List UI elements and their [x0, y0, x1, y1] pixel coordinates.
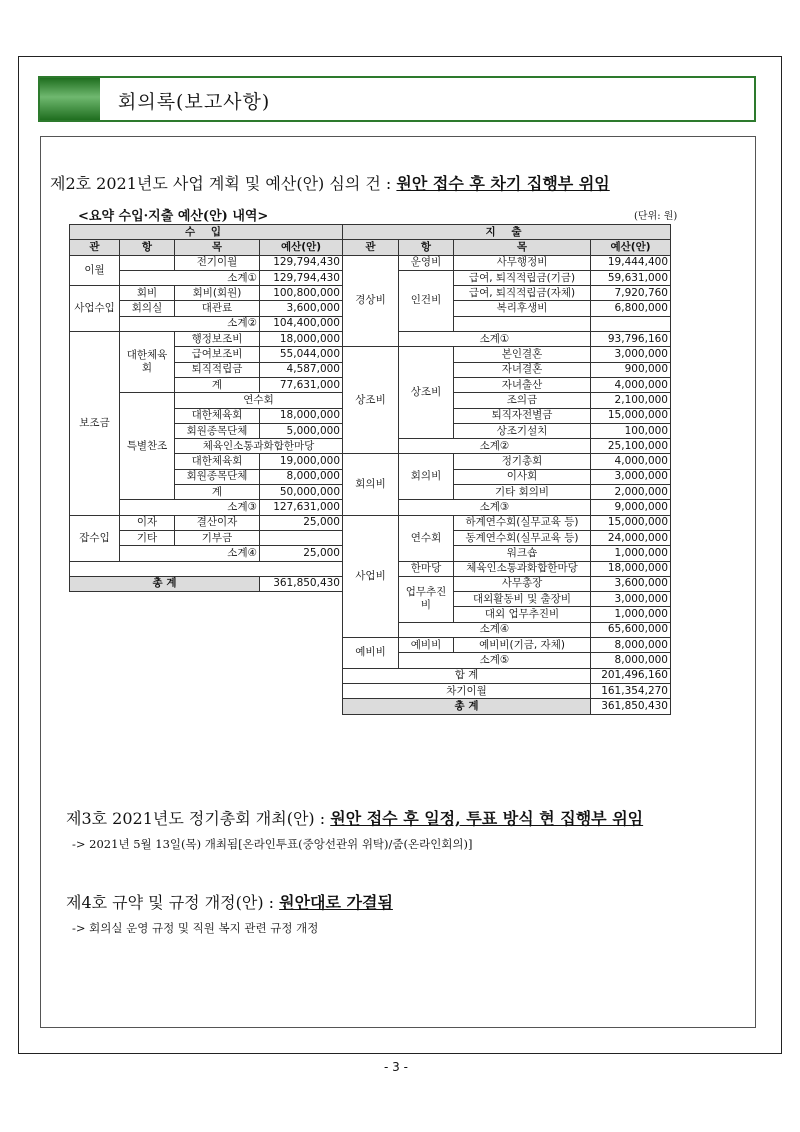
- income-cell: [260, 530, 343, 545]
- expense-cell: 합 계: [343, 668, 591, 683]
- agenda-3-text: 제3호 2021년도 정기총회 개최(안) :: [66, 809, 326, 828]
- income-cell: 8,000,000: [260, 469, 343, 484]
- expense-cell: 하계연수회(실무교육 등): [454, 515, 591, 530]
- expense-cell: 상조비: [343, 347, 399, 454]
- expense-cell: 조의금: [454, 393, 591, 408]
- expense-cell: 정기총회: [454, 454, 591, 469]
- expense-cell: 사무총장: [454, 576, 591, 591]
- expense-cell: 1,000,000: [591, 607, 671, 622]
- income-cell: 회원종목단체: [175, 423, 260, 438]
- agenda-item-2: [50, 171, 610, 194]
- expense-cell: 동계연수회(실무교육 등): [454, 530, 591, 545]
- income-cell: 회비: [120, 286, 175, 301]
- expense-cell: 한마당: [399, 561, 454, 576]
- expense-cell: 9,000,000: [591, 500, 671, 515]
- income-cell: 소계①: [120, 270, 260, 285]
- income-cell: 18,000,000: [260, 332, 343, 347]
- budget-caption: <요약 수입·지출 예산(안) 내역>: [78, 209, 269, 224]
- expense-cell: 소계④: [399, 622, 591, 637]
- income-cell: 회의실: [120, 301, 175, 316]
- expense-cell: 워크숍: [454, 546, 591, 561]
- income-cell: 계: [175, 485, 260, 500]
- expense-cell: 1,000,000: [591, 546, 671, 561]
- expense-cell: 6,800,000: [591, 301, 671, 316]
- expense-header-cell: 예산(안): [591, 240, 671, 255]
- expense-cell: 100,000: [591, 423, 671, 438]
- income-cell: 특별찬조: [120, 393, 175, 500]
- income-header-cell: 예산(안): [260, 240, 343, 255]
- income-cell: 이월: [70, 255, 120, 286]
- income-cell: 25,000: [260, 515, 343, 530]
- expense-cell: 예비비(기금, 자체): [454, 638, 591, 653]
- expense-row: [343, 668, 671, 683]
- expense-header-cell: 관: [343, 240, 399, 255]
- income-cell: 5,000,000: [260, 423, 343, 438]
- expense-cell: 소계⑤: [399, 653, 591, 668]
- agenda-2-result: 원안 접수 후 차기 집행부 위임: [396, 174, 610, 193]
- income-header-cell: 관: [70, 240, 120, 255]
- page-number: - 3 -: [384, 1060, 408, 1074]
- income-cell: 129,794,430: [260, 270, 343, 285]
- income-cell: 19,000,000: [260, 454, 343, 469]
- expense-cell: 소계①: [399, 332, 591, 347]
- expense-cell: 900,000: [591, 362, 671, 377]
- expense-row: [343, 638, 671, 653]
- income-cell: [120, 255, 175, 270]
- section-title: 회의록(보고사항): [118, 91, 271, 113]
- income-cell: 퇴직적립금: [175, 362, 260, 377]
- expense-header-cell: 항: [399, 240, 454, 255]
- income-cell: 100,800,000: [260, 286, 343, 301]
- income-header-cell: 항: [120, 240, 175, 255]
- expense-cell: 24,000,000: [591, 530, 671, 545]
- income-cell: 총 계: [70, 576, 260, 591]
- header-green-block: [40, 78, 100, 120]
- expense-cell: 체육인소통과화합한마당: [454, 561, 591, 576]
- income-cell: 104,400,000: [260, 316, 343, 331]
- expense-cell: 경상비: [343, 255, 399, 347]
- expense-cell: 상조비: [399, 347, 454, 439]
- expense-cell: 65,600,000: [591, 622, 671, 637]
- income-cell: 계: [175, 377, 260, 392]
- income-cell: 127,631,000: [260, 500, 343, 515]
- expense-cell: 3,600,000: [591, 576, 671, 591]
- income-table: [69, 224, 343, 592]
- expense-cell: 3,000,000: [591, 347, 671, 362]
- agenda-item-4: [66, 890, 393, 913]
- income-cell: 대한체육회: [120, 332, 175, 393]
- expense-cell: 소계③: [399, 500, 591, 515]
- income-cell: 대한체육회: [175, 408, 260, 423]
- expense-cell: 운영비: [399, 255, 454, 270]
- income-row: [70, 576, 343, 591]
- expense-cell: 총 계: [343, 699, 591, 714]
- income-title: 수 입: [70, 225, 343, 240]
- income-cell: 대한체육회: [175, 454, 260, 469]
- expense-cell: 201,496,160: [591, 668, 671, 683]
- expense-cell: 급여, 퇴직적립금(자체): [454, 286, 591, 301]
- expense-cell: 본인결혼: [454, 347, 591, 362]
- expense-cell: 8,000,000: [591, 638, 671, 653]
- income-cell: 급여보조비: [175, 347, 260, 362]
- income-cell: 행정보조비: [175, 332, 260, 347]
- expense-row: [343, 683, 671, 698]
- income-cell: 대관료: [175, 301, 260, 316]
- agenda-3-result: 원안 접수 후 일정, 투표 방식 현 집행부 위임: [330, 809, 644, 828]
- expense-cell: 자녀결혼: [454, 362, 591, 377]
- expense-cell: 자녀출산: [454, 377, 591, 392]
- expense-cell: 2,000,000: [591, 485, 671, 500]
- expense-cell: 361,850,430: [591, 699, 671, 714]
- income-cell: 25,000: [260, 546, 343, 561]
- income-row: [70, 286, 343, 301]
- income-cell: 소계②: [120, 316, 260, 331]
- expense-cell: 93,796,160: [591, 332, 671, 347]
- expense-cell: 회의비: [399, 454, 454, 500]
- income-cell: 3,600,000: [260, 301, 343, 316]
- expense-cell: 급여, 퇴직적립금(기금): [454, 270, 591, 285]
- expense-cell: 이사회: [454, 469, 591, 484]
- expense-row: [343, 454, 671, 469]
- expense-cell: 8,000,000: [591, 653, 671, 668]
- income-cell: 결산이자: [175, 515, 260, 530]
- expense-cell: 59,631,000: [591, 270, 671, 285]
- expense-cell: 회의비: [343, 454, 399, 515]
- income-cell: 77,631,000: [260, 377, 343, 392]
- agenda-4-text: 제4호 규약 및 규정 개정(안) :: [66, 893, 275, 912]
- income-header-cell: 목: [175, 240, 260, 255]
- expense-row: [343, 347, 671, 362]
- income-cell: 회비(회원): [175, 286, 260, 301]
- expense-row: [343, 255, 671, 270]
- expense-cell: 7,920,760: [591, 286, 671, 301]
- income-row: [70, 255, 343, 270]
- agenda-2-text: 제2호 2021년도 사업 계획 및 예산(안) 심의 건 :: [50, 174, 392, 193]
- income-cell: 기타: [120, 530, 175, 545]
- income-cell: 연수회: [175, 393, 343, 408]
- income-cell: 55,044,000: [260, 347, 343, 362]
- expense-cell: 사업비: [343, 515, 399, 637]
- agenda-3-note: -> 2021년 5월 13일(목) 개최됨[온라인투표(중앙선관위 위탁)/줌(온라인회의)]: [72, 837, 473, 851]
- expense-cell: 복리후생비: [454, 301, 591, 316]
- agenda-item-3: [66, 806, 643, 829]
- expense-cell: 15,000,000: [591, 515, 671, 530]
- expense-cell: 19,444,400: [591, 255, 671, 270]
- income-cell: 소계③: [120, 500, 260, 515]
- income-cell: 회원종목단체: [175, 469, 260, 484]
- expense-cell: [454, 316, 591, 331]
- income-row: [70, 332, 343, 347]
- expense-cell: 3,000,000: [591, 469, 671, 484]
- income-cell: 50,000,000: [260, 485, 343, 500]
- income-cell: 전기이월: [175, 255, 260, 270]
- section-header: [38, 76, 756, 122]
- expense-cell: 업무추진비: [399, 576, 454, 622]
- expense-header-cell: 목: [454, 240, 591, 255]
- expense-cell: 상조기설치: [454, 423, 591, 438]
- expense-table: [342, 224, 671, 715]
- income-cell: 사업수입: [70, 286, 120, 332]
- agenda-4-note: -> 회의실 운영 규정 및 직원 복지 관련 규정 개정: [72, 921, 319, 935]
- income-cell: 체육인소통과화합한마당: [175, 439, 343, 454]
- income-cell: 이자: [120, 515, 175, 530]
- income-row: [70, 515, 343, 530]
- expense-cell: 사무행정비: [454, 255, 591, 270]
- income-cell: 보조금: [70, 332, 120, 516]
- expense-cell: 연수회: [399, 515, 454, 561]
- expense-cell: 4,000,000: [591, 377, 671, 392]
- income-cell: [70, 561, 343, 576]
- expense-cell: 15,000,000: [591, 408, 671, 423]
- expense-row: [343, 515, 671, 530]
- income-cell: 소계④: [120, 546, 260, 561]
- expense-row: [343, 699, 671, 714]
- income-cell: 361,850,430: [260, 576, 343, 591]
- expense-cell: 기타 회의비: [454, 485, 591, 500]
- income-cell: 4,587,000: [260, 362, 343, 377]
- expense-cell: 대외활동비 및 출장비: [454, 592, 591, 607]
- expense-cell: 퇴직자전별금: [454, 408, 591, 423]
- agenda-4-result: 원안대로 가결됨: [279, 893, 393, 912]
- expense-cell: 예비비: [399, 638, 454, 653]
- budget-unit: (단위: 원): [634, 211, 678, 222]
- expense-cell: 소계②: [399, 439, 591, 454]
- expense-cell: 161,354,270: [591, 683, 671, 698]
- expense-cell: 3,000,000: [591, 592, 671, 607]
- income-cell: 기부금: [175, 530, 260, 545]
- income-cell: 잡수입: [70, 515, 120, 561]
- expense-cell: [591, 316, 671, 331]
- expense-cell: 4,000,000: [591, 454, 671, 469]
- expense-cell: 25,100,000: [591, 439, 671, 454]
- expense-cell: 18,000,000: [591, 561, 671, 576]
- income-cell: 129,794,430: [260, 255, 343, 270]
- income-cell: 18,000,000: [260, 408, 343, 423]
- expense-cell: 인건비: [399, 270, 454, 331]
- expense-cell: 대외 업무추진비: [454, 607, 591, 622]
- expense-title: 지 출: [343, 225, 671, 240]
- expense-cell: 차기이월: [343, 683, 591, 698]
- expense-cell: 예비비: [343, 638, 399, 669]
- expense-cell: 2,100,000: [591, 393, 671, 408]
